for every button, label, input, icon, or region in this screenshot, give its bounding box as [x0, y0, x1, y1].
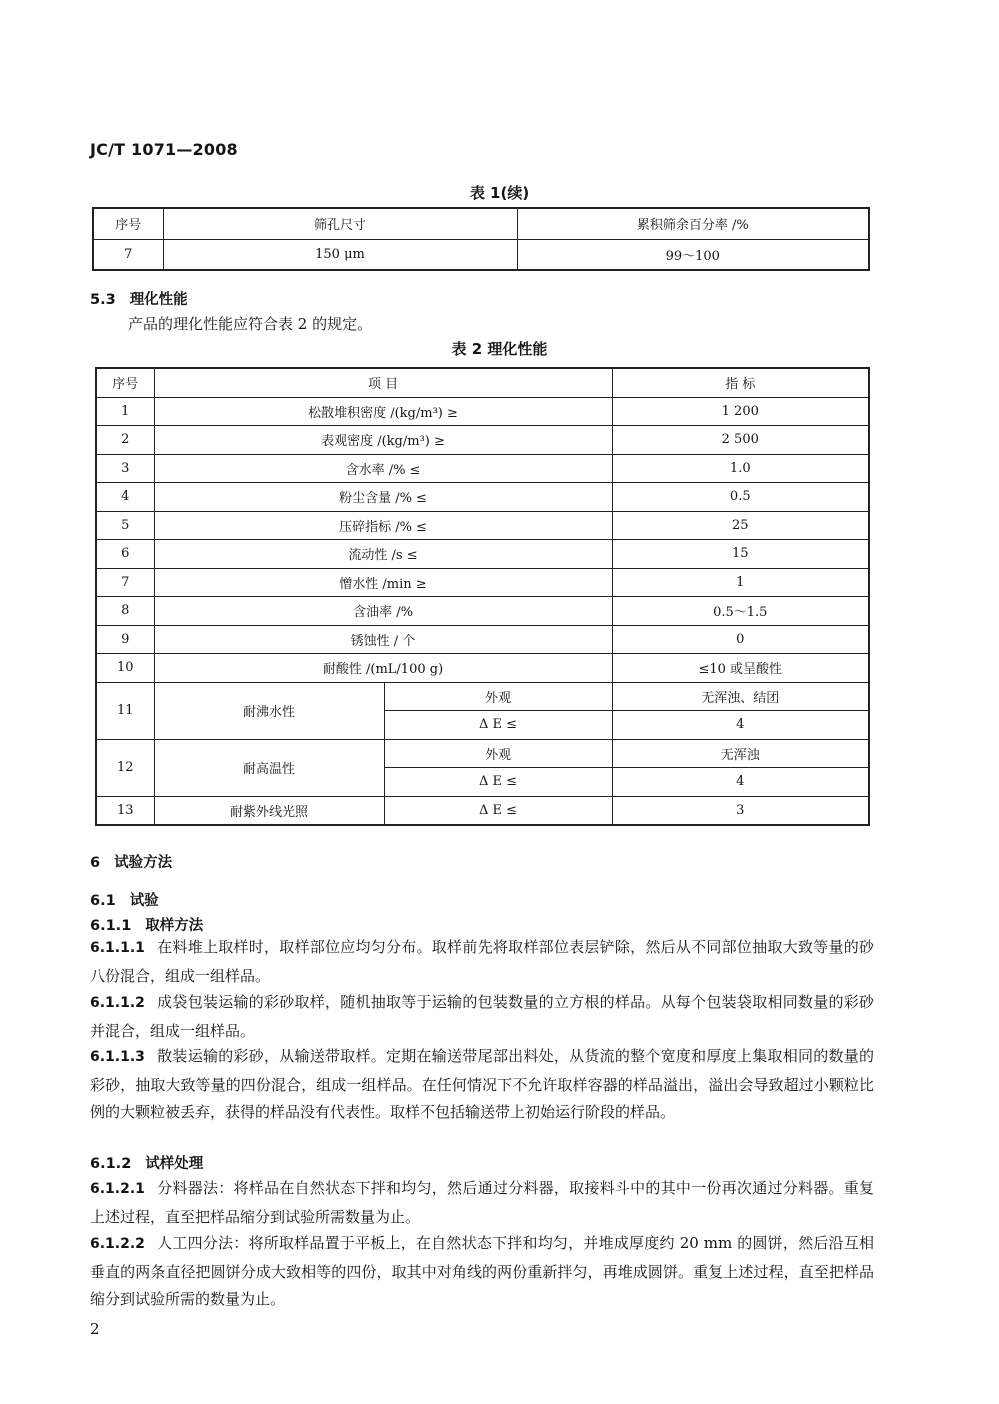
- paragraph-6-1-1-3: [90, 1043, 874, 1127]
- table2-cell: 10: [96, 654, 154, 683]
- table2-header-cell: 指 标: [612, 368, 869, 397]
- section-6-1-heading: [90, 889, 159, 910]
- table2-cell: 粉尘含量 /% ≤: [154, 483, 612, 512]
- table-row: [96, 454, 869, 483]
- table2-cell: 6: [96, 540, 154, 569]
- table2-cell: 耐高温性: [154, 739, 384, 796]
- table2-cell: 3: [96, 454, 154, 483]
- table2-cell: Δ E ≤: [384, 796, 612, 825]
- table2-cell: 憎水性 /min ≥: [154, 568, 612, 597]
- paragraph-number: 6.1.1.1: [90, 940, 145, 956]
- table2-cell: 耐紫外线光照: [154, 796, 384, 825]
- table2-cell: 1.0: [612, 454, 869, 483]
- table2-cell: 流动性 /s ≤: [154, 540, 612, 569]
- table2-cell: 0.5～1.5: [612, 597, 869, 626]
- table1-header-cell: 筛孔尺寸: [163, 208, 517, 239]
- table2-caption: 表 2 理化性能: [451, 340, 548, 358]
- table2-cell: 外观: [384, 739, 612, 768]
- table2-cell: 3: [612, 796, 869, 825]
- table2-cell: 15: [612, 540, 869, 569]
- table2-cell: 4: [96, 483, 154, 512]
- section-number: 6: [90, 855, 101, 871]
- table2-cell: 11: [96, 682, 154, 739]
- table-row: [96, 654, 869, 683]
- table2-cell: 含油率 /%: [154, 597, 612, 626]
- table2-header-cell: 项 目: [154, 368, 612, 397]
- table2-cell: 13: [96, 796, 154, 825]
- table2-cell: 1: [96, 397, 154, 426]
- table-row: [96, 397, 869, 426]
- paragraph-text: 散装运输的彩砂，从输送带取样。定期在输送带尾部出料处，从货流的整个宽度和厚度上集取相同的数量的彩砂，抽取大致等量的四份混合，组成一组样品。在任何情况下不允许取样容器的样品溢出，溢出会导致超过小颗粒比例的大颗粒被丢弃，获得的样品没有代表性。取样不包括输送带上初始运行阶段的样品。: [90, 1047, 874, 1121]
- table2-header-row: [96, 368, 869, 397]
- table1-cell: 150 μm: [163, 239, 517, 270]
- table2-cell: 无浑浊: [612, 739, 869, 768]
- table2: [95, 367, 870, 826]
- table-row: [96, 739, 869, 768]
- table2-cell: 1: [612, 568, 869, 597]
- paragraph-6-1-2-1: [90, 1175, 874, 1231]
- paragraph-text: 成袋包装运输的彩砂取样，随机抽取等于运输的包装数量的立方根的样品。从每个包装袋取相同数量的彩砂并混合，组成一组样品。: [90, 993, 874, 1040]
- paragraph-number: 6.1.2.2: [90, 1236, 145, 1252]
- section-5-3-heading: [90, 288, 188, 309]
- table-row: [96, 540, 869, 569]
- table2-cell: 0: [612, 625, 869, 654]
- table-row: [96, 483, 869, 512]
- table2-cell: 锈蚀性 / 个: [154, 625, 612, 654]
- table2-cell: 4: [612, 768, 869, 797]
- section-5-3-text: 产品的理化性能应符合表 2 的规定。: [128, 315, 373, 333]
- section-number: 5.3: [90, 292, 116, 308]
- table2-cell: 2: [96, 426, 154, 455]
- section-6-1-1-heading: [90, 914, 203, 935]
- table2-cell: 4: [612, 711, 869, 740]
- paragraph-text: 分料器法：将样品在自然状态下拌和均匀，然后通过分料器，取接料斗中的其中一份再次通过分料器。重复上述过程，直至把样品缩分到试验所需数量为止。: [90, 1179, 874, 1226]
- paragraph-6-1-1-2: [90, 989, 874, 1045]
- section-number: 6.1: [90, 893, 116, 909]
- table2-cell: 1 200: [612, 397, 869, 426]
- table-row: [93, 239, 869, 270]
- table2-cell: 无浑浊、结团: [612, 682, 869, 711]
- table-row: [96, 682, 869, 711]
- table2-cell: 外观: [384, 682, 612, 711]
- table2-cell: 8: [96, 597, 154, 626]
- paragraph-number: 6.1.1.2: [90, 995, 145, 1011]
- table1: [92, 207, 870, 271]
- paragraph-6-1-2-2: [90, 1230, 874, 1314]
- paragraph-text: 在料堆上取样时，取样部位应均匀分布。取样前先将取样部位表层铲除，然后从不同部位抽取大致等量的砂八份混合，组成一组样品。: [90, 938, 874, 985]
- table2-cell: 2 500: [612, 426, 869, 455]
- table2-cell: Δ E ≤: [384, 711, 612, 740]
- table2-cell: 0.5: [612, 483, 869, 512]
- table2-header-cell: 序号: [96, 368, 154, 397]
- standard-code-header: JC/T 1071—2008: [90, 140, 238, 159]
- table2-cell: ≤10 或呈酸性: [612, 654, 869, 683]
- table2-cell: 松散堆积密度 /(kg/m³) ≥: [154, 397, 612, 426]
- table2-cell: 5: [96, 511, 154, 540]
- table2-cell: 25: [612, 511, 869, 540]
- section-6-heading: [90, 851, 172, 872]
- paragraph-text: 人工四分法：将所取样品置于平板上，在自然状态下拌和均匀，并堆成厚度约 20 mm 的圆饼，然后沿互相垂直的两条直径把圆饼分成大致相等的四份，取其中对角线的两份重新拌匀，再堆成圆饼。重复上述过程，直至把样品缩分到试验所需的数量为止。: [90, 1234, 874, 1308]
- section-title: 试验: [129, 893, 159, 909]
- table2-cell: Δ E ≤: [384, 768, 612, 797]
- section-number: 6.1.1: [90, 918, 132, 934]
- table1-caption: 表 1(续): [469, 184, 530, 202]
- table2-cell: 表观密度 /(kg/m³) ≥: [154, 426, 612, 455]
- table-row: [96, 597, 869, 626]
- page-number: 2: [90, 1320, 100, 1338]
- section-title: 试样处理: [145, 1156, 204, 1172]
- table2-cell: 耐酸性 /(mL/100 g): [154, 654, 612, 683]
- table2-cell: 含水率 /% ≤: [154, 454, 612, 483]
- table2-cell: 12: [96, 739, 154, 796]
- paragraph-number: 6.1.2.1: [90, 1181, 145, 1197]
- table2-cell: 耐沸水性: [154, 682, 384, 739]
- section-title: 理化性能: [129, 292, 188, 308]
- paragraph-number: 6.1.1.3: [90, 1049, 145, 1065]
- table1-header-cell: 累积筛余百分率 /%: [517, 208, 869, 239]
- table1-header-row: [93, 208, 869, 239]
- table-row: [96, 426, 869, 455]
- table2-cell: 压碎指标 /% ≤: [154, 511, 612, 540]
- table2-cell: 7: [96, 568, 154, 597]
- table1-cell: 99～100: [517, 239, 869, 270]
- paragraph-6-1-1-1: [90, 934, 874, 990]
- table-row: [96, 796, 869, 825]
- table-row: [96, 625, 869, 654]
- table2-cell: 9: [96, 625, 154, 654]
- section-title: 试验方法: [114, 855, 173, 871]
- section-6-1-2-heading: [90, 1152, 203, 1173]
- table1-cell: 7: [93, 239, 163, 270]
- table-row: [96, 568, 869, 597]
- section-number: 6.1.2: [90, 1156, 132, 1172]
- table-row: [96, 511, 869, 540]
- section-title: 取样方法: [145, 918, 204, 934]
- table1-header-cell: 序号: [93, 208, 163, 239]
